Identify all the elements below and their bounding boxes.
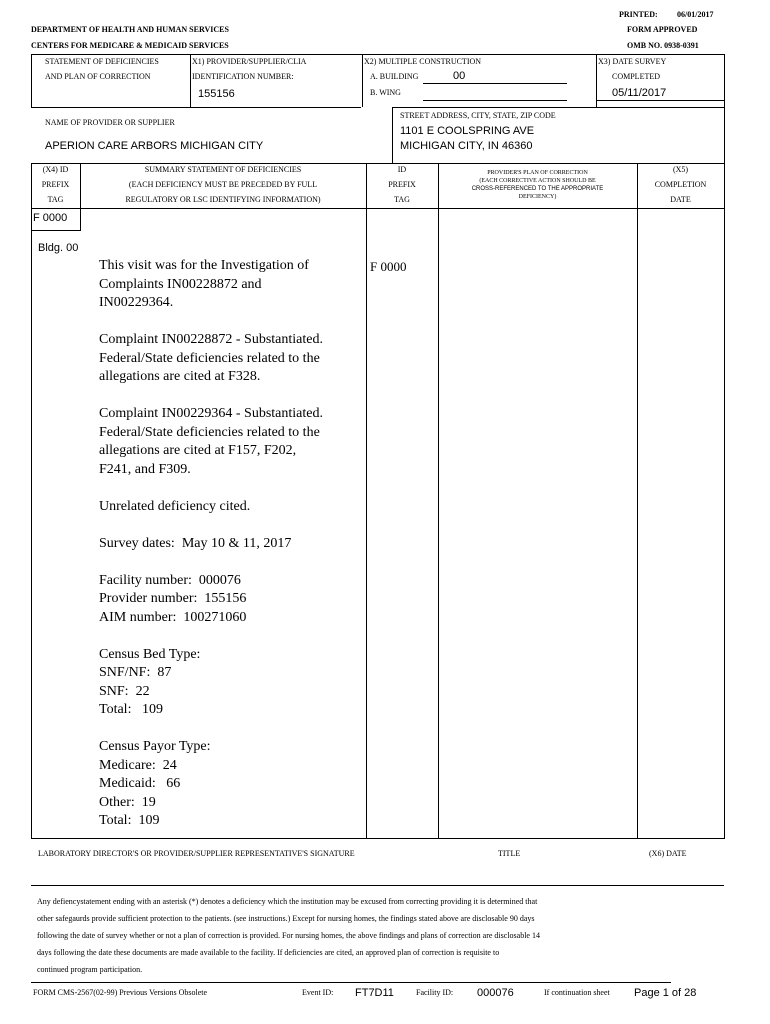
page-number: Page 1 of 28 xyxy=(634,987,697,999)
title-label: TITLE xyxy=(498,849,521,858)
summary-paragraph: Complaint IN00229364 - Substantiated. Federal/State deficiencies related to the allegations are cited at F157, F202, F241, and F309. xyxy=(99,406,323,477)
printed-date: 06/01/2017 xyxy=(677,10,714,19)
x4-header-1: (X4) ID xyxy=(42,165,69,174)
rule-right-top xyxy=(724,54,725,163)
footnote-line: following the date of survey whether or not a plan of correction is provided. For nursing homes, the above findings and plans of correction are disclosable 14 xyxy=(37,931,540,940)
rule-x2 xyxy=(362,54,363,107)
signature-label: LABORATORY DIRECTOR'S OR PROVIDER/SUPPLIER REPRESENTATIVE'S SIGNATURE xyxy=(38,849,355,858)
department-title: DEPARTMENT OF HEALTH AND HUMAN SERVICES xyxy=(31,25,229,34)
rule-footer-top xyxy=(31,982,671,983)
footnote-line: Any defiencystatement ending with an asterisk (*) denotes a deficiency which the institution may be excused from correcting providing it is determined that xyxy=(37,897,538,906)
summary-paragraph: Survey dates: May 10 & 11, 2017 xyxy=(99,535,292,551)
rule-mid xyxy=(392,107,724,108)
summary-paragraph: This visit was for the Investigation of Complaints IN00228872 and IN00229364. xyxy=(99,258,309,310)
rule-signature-bottom xyxy=(31,885,724,886)
x1-label-2: IDENTIFICATION NUMBER: xyxy=(192,72,294,81)
survey-completed-date: 05/11/2017 xyxy=(612,87,667,99)
rule-col-plan xyxy=(637,163,638,839)
summary-paragraph: Census Payor Type: Medicare: 24 Medicaid: 66 Other: 19 Total: 109 xyxy=(99,739,211,828)
summary-header-3: REGULATORY OR LSC IDENTIFYING INFORMATION) xyxy=(125,195,321,204)
summary-paragraph: Facility number: 000076 Provider number: 155156 AIM number: 100271060 xyxy=(99,572,247,625)
continuation-label: If continuation sheet xyxy=(544,988,610,997)
provider-id-number: 155156 xyxy=(198,88,235,100)
wing-underline xyxy=(423,100,567,101)
x2-label: X2) MULTIPLE CONSTRUCTION xyxy=(364,57,482,66)
facility-id-label: Facility ID: xyxy=(416,988,454,997)
plan-header-1: PROVIDER'S PLAN OF CORRECTION xyxy=(487,170,588,176)
id-header-2: PREFIX xyxy=(388,180,416,189)
omb-number: OMB NO. 0938-0391 xyxy=(627,41,699,50)
building-tag: Bldg. 00 xyxy=(38,242,79,254)
rule-tag-underline xyxy=(31,230,81,231)
summary-header-1: SUMMARY STATEMENT OF DEFICIENCIES xyxy=(144,165,302,174)
centers-title: CENTERS FOR MEDICARE & MEDICAID SERVICES xyxy=(31,41,229,50)
rule-top xyxy=(31,54,724,55)
summary-paragraph: Complaint IN00228872 - Substantiated. Federal/State deficiencies related to the allegations are cited at F328. xyxy=(99,332,323,384)
tag-right: F 0000 xyxy=(370,259,407,274)
building-label: A. BUILDING xyxy=(370,72,419,81)
rule-x3-underline xyxy=(596,100,724,101)
summary-header-2: (EACH DEFICIENCY MUST BE PRECEDED BY FULL xyxy=(128,180,318,189)
building-value: 00 xyxy=(453,70,466,82)
address-label: STREET ADDRESS, CITY, STATE, ZIP CODE xyxy=(400,111,556,120)
tag-left: F 0000 xyxy=(33,212,68,224)
rule-x1 xyxy=(190,54,191,107)
event-id-value: FT7D11 xyxy=(355,987,394,999)
x5-header-2: COMPLETION xyxy=(654,180,707,189)
footnote-line: other safegaurds provide sufficient protection to the patients. (see instructions.) Except for nursing homes, the findings stated above are disclosable 90 days xyxy=(37,914,535,923)
x4-header-3: TAG xyxy=(47,195,64,204)
rule-columns-top xyxy=(31,163,724,164)
deficiency-summary xyxy=(99,257,369,849)
form-id: FORM CMS-2567(02-99) Previous Versions Obsolete xyxy=(33,988,208,997)
event-id-label: Event ID: xyxy=(302,988,334,997)
plan-header-2: (EACH CORRECTIVE ACTION SHOULD BE xyxy=(479,178,596,184)
building-underline xyxy=(423,83,567,84)
footnote-line: days following the date these documents are made available to the facility. If deficiencies are cited, an approved plan of correction is requisite to xyxy=(37,948,500,957)
x5-header-3: DATE xyxy=(670,195,691,204)
printed-label: PRINTED: xyxy=(619,10,658,19)
rule-left xyxy=(31,163,32,839)
x3-label: X3) DATE SURVEY xyxy=(598,57,667,66)
facility-id-value: 000076 xyxy=(477,987,514,999)
form-approved: FORM APPROVED xyxy=(627,25,698,34)
statement-label-2: AND PLAN OF CORRECTION xyxy=(45,72,151,81)
plan-header-3: CROSS-REFERENCED TO THE APPROPRIATE xyxy=(471,186,604,192)
x1-label: X1) PROVIDER/SUPPLIER/CLIA xyxy=(192,57,307,66)
rule-address-left xyxy=(392,107,393,163)
rule-right xyxy=(724,163,725,839)
rule-tag-right xyxy=(80,208,81,230)
rule-left-top xyxy=(31,54,32,107)
id-header-1: ID xyxy=(397,165,407,174)
summary-paragraph: Census Bed Type: SNF/NF: 87 SNF: 22 Total: 109 xyxy=(99,646,201,717)
x3-label-2: COMPLETED xyxy=(612,72,660,81)
plan-header-4: DEFICIENCY) xyxy=(518,194,557,200)
rule-col-id xyxy=(438,163,439,839)
address-line-2: MICHIGAN CITY, IN 46360 xyxy=(400,140,533,152)
summary-paragraph: Unrelated deficiency cited. xyxy=(99,498,251,514)
x6-date-label: (X6) DATE xyxy=(649,849,687,858)
wing-label: B. WING xyxy=(370,88,401,97)
statement-label-1: STATEMENT OF DEFICIENCIES xyxy=(45,57,159,66)
rule-columns-bottom xyxy=(31,208,724,209)
provider-name: APERION CARE ARBORS MICHIGAN CITY xyxy=(45,140,264,152)
rule-top-bottom xyxy=(31,107,361,108)
provider-name-label: NAME OF PROVIDER OR SUPPLIER xyxy=(45,118,175,127)
address-line-1: 1101 E COOLSPRING AVE xyxy=(400,125,535,137)
x4-header-2: PREFIX xyxy=(41,180,70,189)
footnote xyxy=(37,893,717,978)
x5-header-1: (X5) xyxy=(672,165,689,174)
footnote-line: continued program participation. xyxy=(37,965,143,974)
id-header-3: TAG xyxy=(394,195,410,204)
